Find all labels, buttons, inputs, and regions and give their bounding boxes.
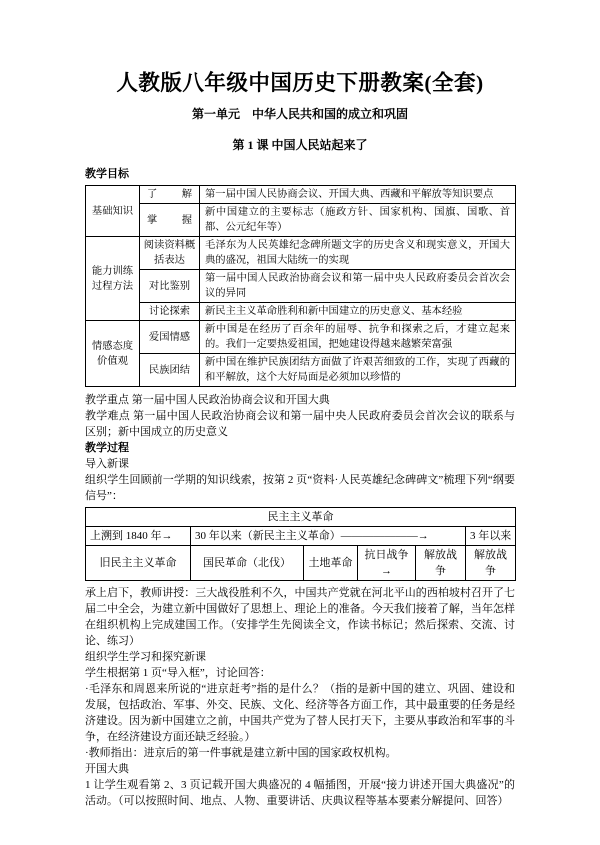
unit-heading: 第一单元 中华人民共和国的成立和巩固 <box>191 107 408 121</box>
timeline-period-1840: 上溯到 1840 年→ <box>86 527 191 546</box>
timeline-title: 民主主义革命 <box>86 508 516 527</box>
objectives-group-values: 情感态度价值观 <box>86 321 140 387</box>
timeline-liberation-war-b: 解放战争 <box>466 546 516 581</box>
objectives-table <box>85 185 516 387</box>
objective-content-patriotism: 新中国是在经历了百余年的屈辱、抗争和探索之后，才建立起来的。我们一定要热爱祖国，把她建设得越来越繁荣富强 <box>200 321 516 354</box>
objective-content-compare: 第一届中国人民政治协商会议和第一届中央人民政府委员会首次会议的异同 <box>200 270 516 303</box>
objective-label-master: 掌 握 <box>140 204 200 237</box>
objective-label-compare: 对比鉴别 <box>140 270 200 303</box>
objectives-heading: 教学目标 <box>85 168 129 180</box>
timeline-period-3-years: 3 年以来 <box>466 527 516 546</box>
table-row <box>86 237 516 270</box>
objective-content-discuss: 新民主主义革命胜利和新中国建立的历史意义、基本经验 <box>200 303 516 321</box>
objectives-group-basic-knowledge: 基础知识 <box>86 186 140 237</box>
timeline-table <box>85 507 516 581</box>
table-row <box>86 508 516 527</box>
transition-lecture: 承上启下，教师讲授：三大战役胜利不久，中国共产党就在河北平山的西柏坡村召开了七届二中全会，为建立新中国做好了思想上、理论上的准备。今天我们接着了解，当年怎样在组织机构上完成建国工作。（安排学生先阅读全文，作读书标记；然后探索、交流、讨论、练习） <box>85 587 515 647</box>
objective-content-master: 新中国建立的主要标志（施政方针、国家机构、国旗、国歌、首都、公元纪年等） <box>200 204 516 237</box>
timeline-period-30-years: 30 年以来（新民主主义革命）———————→ <box>191 527 466 546</box>
table-row <box>86 321 516 354</box>
objective-content-understand: 第一届中国人民协商会议、开国大典、西藏和平解放等知识要点 <box>200 186 516 204</box>
teaching-difficulty: 教学难点 第一届中国人民政治协商会议和第一届中央人民政府委员会首次会议的联系与区别；新中国成立的历史意义 <box>85 410 515 438</box>
table-row <box>86 354 516 387</box>
founding-ceremony-heading: 开国大典 <box>85 763 129 775</box>
founding-ceremony-activity: 1 让学生观看第 2、3 页记载开国大典盛况的 4 幅插图，开展“接力讲述开国大典盛况”的活动。（可以按照时间、地点、人物、重要讲话、庆典议程等基本要素分解提问、回答） <box>85 779 515 807</box>
table-row <box>86 546 516 581</box>
timeline-agrarian-revolution: 土地革命 <box>304 546 358 581</box>
objective-content-ethnic-unity: 新中国在维护民族团结方面做了许艰苦细致的工作，实现了西藏的和平解放，这个大好局面是必须加以珍惜的 <box>200 354 516 387</box>
timeline-liberation-war-a: 解放战争 <box>416 546 466 581</box>
document-title: 人教版八年级中国历史下册教案(全套) <box>116 71 484 95</box>
student-discussion-prompt: 学生根据第 1 页“导入框”，讨论回答： <box>85 667 271 679</box>
table-row <box>86 204 516 237</box>
lead-in-instructions: 组织学生回顾前一学期的知识线索，按第 2 页“资料·人民英雄纪念碑碑文”梳理下列“纲要信号”： <box>85 474 515 502</box>
lead-in-heading: 导入新课 <box>85 458 129 470</box>
objectives-group-ability-training: 能力训练过程方法 <box>86 237 140 321</box>
timeline-anti-japanese-war: 抗日战争→ <box>358 546 416 581</box>
bullet-jinjing-gankao: ·毛泽东和周恩来所说的“进京赶考”指的是什么？（指的是新中国的建立、巩固、建设和发展，包括政治、军事、外交、民族、文化、经济等各方面工作，其中最重要的任务是经济建设。因为新中国建立之前，中国共产党为了替人民打天下，主要从事政治和军事的斗争，在经济建设方面还缺乏经验。） <box>85 683 515 743</box>
bullet-teacher-points-out: ·教师指出：进京后的第一件事就是建立新中国的国家政权机构。 <box>85 747 397 759</box>
objective-label-ethnic-unity: 民族团结 <box>140 354 200 387</box>
timeline-national-revolution: 国民革命（北伐） <box>191 546 304 581</box>
organize-study-heading: 组织学生学习和探究新课 <box>85 651 206 663</box>
timeline-old-democratic-revolution: 旧民主主义革命 <box>86 546 191 581</box>
table-row <box>86 303 516 321</box>
teaching-focus: 教学重点 第一届中国人民政治协商会议和开国大典 <box>85 394 330 406</box>
objective-label-reading-summary: 阅读资料概括表达 <box>140 237 200 270</box>
table-row <box>86 186 516 204</box>
lesson-heading: 第 1 课 中国人民站起来了 <box>232 138 368 152</box>
objective-label-understand: 了 解 <box>140 186 200 204</box>
table-row <box>86 270 516 303</box>
objective-label-patriotism: 爱国情感 <box>140 321 200 354</box>
table-row <box>86 527 516 546</box>
objective-label-discuss: 讨论探索 <box>140 303 200 321</box>
teaching-process-heading: 教学过程 <box>85 442 129 454</box>
objective-content-reading-summary: 毛泽东为人民英雄纪念碑所题文字的历史含义和现实意义，开国大典的盛况，祖国大陆统一的实现 <box>200 237 516 270</box>
